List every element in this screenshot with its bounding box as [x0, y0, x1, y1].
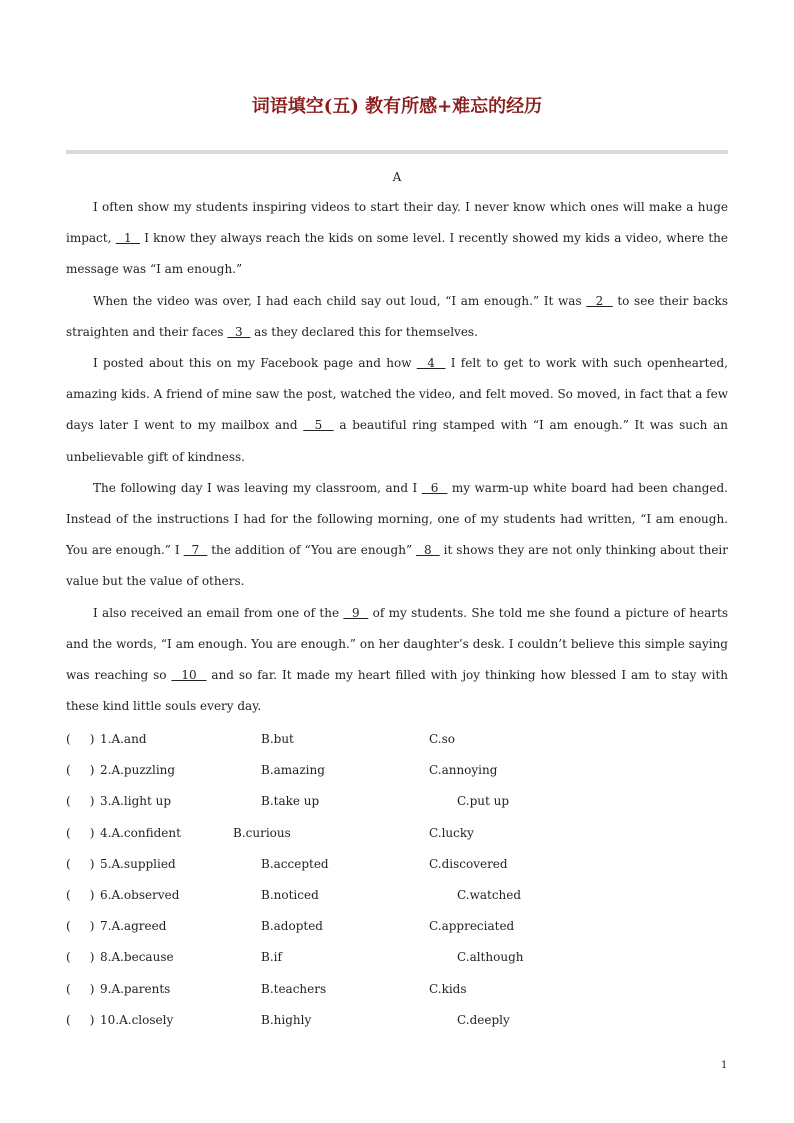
question-row — [66, 819, 728, 850]
option-c: C.discovered — [429, 856, 508, 871]
option-b: B.amazing — [261, 763, 325, 778]
passage-text: I know they always reach the kids on some level. I recently showed my kids a video, where the message was “I am enough.” — [66, 231, 732, 277]
option-a: 3.A.light up — [100, 794, 172, 809]
question-options — [66, 725, 728, 1037]
question-row — [66, 756, 728, 787]
option-b: B.if — [261, 950, 282, 965]
option-c: C.watched — [457, 887, 522, 902]
answer-parens: ( ) — [66, 794, 95, 809]
option-c: C.appreciated — [429, 919, 515, 934]
question-row — [66, 1006, 728, 1037]
question-row — [66, 943, 728, 974]
answer-parens: ( ) — [66, 763, 95, 778]
option-c: C.kids — [429, 981, 467, 996]
section-label: A — [392, 170, 402, 184]
passage-text: and so far. It made my heart filled with joy thinking how blessed I am to stay with these kind little souls every day. — [66, 668, 732, 714]
blank-5: 5 — [303, 418, 334, 433]
blank-3: 3 — [227, 324, 251, 339]
answer-parens: ( ) — [66, 1012, 95, 1027]
option-b: B.accepted — [261, 856, 329, 871]
passage-text: as they declared this for themselves. — [250, 324, 478, 339]
answer-parens: ( ) — [66, 919, 95, 934]
blank-2: 2 — [586, 293, 613, 308]
option-a: 7.A.agreed — [100, 919, 167, 934]
answer-parens: ( ) — [66, 856, 95, 871]
option-c: C.deeply — [457, 1012, 510, 1027]
option-b: B.curious — [233, 825, 291, 840]
option-a: 2.A.puzzling — [100, 763, 176, 778]
option-a: 5.A.supplied — [100, 856, 176, 871]
answer-parens: ( ) — [66, 732, 95, 746]
answer-parens: ( ) — [66, 887, 95, 902]
option-a: 10.A.closely — [100, 1012, 174, 1027]
option-b: B.take up — [261, 794, 320, 809]
option-b: B.but — [261, 732, 294, 746]
blank-10: 10 — [171, 668, 207, 683]
blank-4: 4 — [416, 356, 446, 371]
option-b: B.noticed — [261, 887, 319, 902]
passage-text: I posted about this on my Facebook page and how — [93, 356, 417, 371]
option-a: 9.A.parents — [100, 981, 171, 996]
paragraph-5 — [66, 598, 732, 723]
paragraph-3 — [66, 348, 732, 473]
paragraph-2 — [66, 286, 732, 348]
question-row — [66, 975, 728, 1006]
option-a: 8.A.because — [100, 950, 174, 965]
blank-8: 8 — [416, 543, 440, 558]
passage-text: it shows they are not only thinking about their value but the value of others. — [66, 543, 732, 589]
passage-text: I also received an email from one of the — [93, 605, 344, 620]
blank-7: 7 — [183, 543, 208, 558]
question-row — [66, 850, 728, 881]
option-a: 1.A.and — [100, 732, 147, 746]
passage-text: to see their backs straighten and their faces — [66, 293, 732, 339]
option-b: B.teachers — [261, 981, 327, 996]
answer-parens: ( ) — [66, 950, 95, 965]
question-row — [66, 787, 728, 818]
passage-text: the addition of “You are enough” — [207, 543, 417, 558]
paragraph-4 — [66, 473, 732, 598]
answer-parens: ( ) — [66, 981, 95, 996]
passage-text: The following day I was leaving my classroom, and I — [93, 480, 422, 495]
passage-text: When the video was over, I had each child say out loud, “I am enough.” It was — [93, 293, 587, 308]
option-c: C.annoying — [429, 763, 498, 778]
passage-text: of my students. She told me she found a picture of hearts and the words, “I am enough. You are enough.” on her daughter’s desk. I couldn’t believe this simple saying was reaching so — [66, 605, 732, 683]
option-c: C.lucky — [429, 825, 474, 840]
option-b: B.adopted — [261, 919, 323, 934]
paragraph-1 — [66, 192, 732, 286]
passage-text: I often show my students inspiring videos to start their day. I never know which ones will make a huge impact, — [66, 200, 732, 246]
option-c: C.so — [429, 732, 455, 746]
option-b: B.highly — [261, 1012, 312, 1027]
blank-1: 1 — [115, 231, 141, 246]
question-row — [66, 725, 728, 756]
passage — [66, 192, 732, 722]
title-divider — [66, 150, 728, 154]
question-row — [66, 912, 728, 943]
option-a: 6.A.observed — [100, 887, 180, 902]
passage-text: I felt to get to work with such openhearted, amazing kids. A friend of mine saw the post, watched the video, and felt moved. So moved, in fact that a few days later I went to my mailbox and — [66, 356, 732, 433]
blank-6: 6 — [421, 480, 448, 495]
page-number: 1 — [721, 1060, 728, 1071]
passage-text: my warm-up white board had been changed. Instead of the instructions I had for the following morning, one of my students had written, “I am enough. You are enough.” I — [66, 480, 732, 558]
answer-parens: ( ) — [66, 825, 95, 840]
question-row — [66, 881, 728, 912]
passage-text: a beautiful ring stamped with “I am enough.” It was such an unbelievable gift of kindness. — [66, 418, 732, 464]
option-c: C.although — [457, 950, 524, 965]
page-title: 词语填空(五) 教有所感+难忘的经历 — [251, 96, 543, 117]
blank-9: 9 — [343, 605, 369, 620]
option-a: 4.A.confident — [100, 825, 181, 840]
option-c: C.put up — [457, 794, 510, 809]
